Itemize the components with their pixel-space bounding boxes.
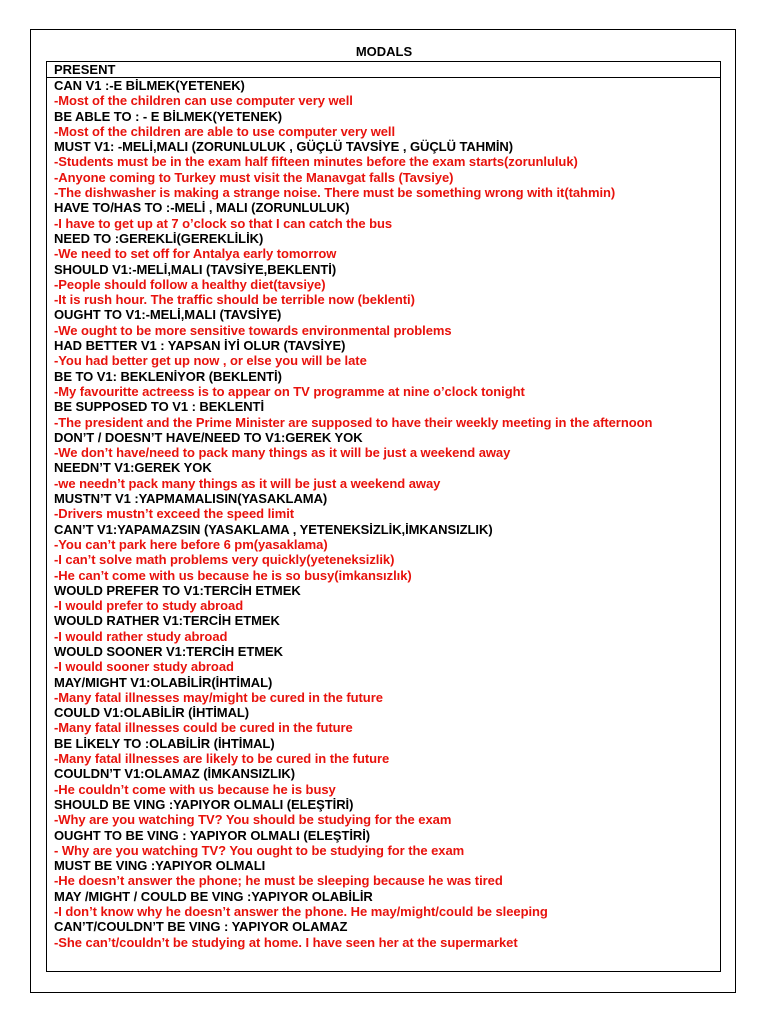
example-sentence-line: -Why are you watching TV? You should be studying for the exam xyxy=(54,812,452,828)
example-sentence-line: - Why are you watching TV? You ought to be studying for the exam xyxy=(54,842,465,858)
modal-rule-line: NEED TO :GEREKLİ(GEREKLİLİK) xyxy=(54,230,264,246)
example-sentence-line: -He can’t come with us because he is so busy(imkansızlık) xyxy=(54,567,412,583)
example-sentence-line: -She can’t/couldn’t be studying at home. I have seen her at the supermarket xyxy=(54,934,518,950)
example-sentence-line: -I can’t solve math problems very quickly(yeteneksizlik) xyxy=(54,552,395,568)
example-sentence-line: -Drivers mustn’t exceed the speed limit xyxy=(54,506,295,522)
modal-rule-line: COULDN’T V1:OLAMAZ (İMKANSIZLIK) xyxy=(54,766,296,782)
example-sentence-line: -Students must be in the exam half fifteen minutes before the exam starts(zorunluluk) xyxy=(54,154,578,170)
example-sentence-line: -Anyone coming to Turkey must visit the Manavgat falls (Tavsiye) xyxy=(54,169,454,185)
example-sentence-line: -People should follow a healthy diet(tavsiye) xyxy=(54,276,326,292)
example-sentence-line: -Many fatal illnesses could be cured in the future xyxy=(54,720,353,736)
example-sentence-line: -We ought to be more sensitive towards environmental problems xyxy=(54,322,452,338)
modal-rule-line: COULD V1:OLABİLİR (İHTİMAL) xyxy=(54,705,250,721)
modal-rule-line: HAD BETTER V1 : YAPSAN İYİ OLUR (TAVSİYE) xyxy=(54,338,346,354)
example-sentence-line: -Most of the children are able to use computer very well xyxy=(54,123,396,139)
document-title: MODALS xyxy=(355,44,413,59)
modal-rule-line: NEEDN’T V1:GEREK YOK xyxy=(54,460,212,476)
modal-rule-line: WOULD PREFER TO V1:TERCİH ETMEK xyxy=(54,582,301,598)
modal-rule-line: SHOULD BE VING :YAPIYOR OLMALI (ELEŞTİRİ) xyxy=(54,796,354,812)
modal-rule-line: MUST V1: -MELİ,MALI (ZORUNLULUK , GÜÇLÜ TAVSİYE , GÜÇLÜ TAHMİN) xyxy=(54,139,514,155)
content-box xyxy=(46,61,721,972)
example-sentence-line: -We need to set off for Antalya early tomorrow xyxy=(54,246,337,262)
modal-rule-line: MAY /MIGHT / COULD BE VING :YAPIYOR OLABİLİR xyxy=(54,888,373,904)
modal-rule-line: OUGHT TO V1:-MELİ,MALI (TAVSİYE) xyxy=(54,307,282,323)
modal-rule-line: BE ABLE TO : - E BİLMEK(YETENEK) xyxy=(54,108,283,124)
modal-rule-line: BE TO V1: BEKLENİYOR (BEKLENTİ) xyxy=(54,368,282,384)
example-sentence-line: -The dishwasher is making a strange noise. There must be something wrong with it(tahmin) xyxy=(54,185,616,201)
modal-rule-line: SHOULD V1:-MELİ,MALI (TAVSİYE,BEKLENTİ) xyxy=(54,261,337,277)
example-sentence-line: -You had better get up now , or else you will be late xyxy=(54,353,367,369)
modal-rule-line: CAN’T V1:YAPAMAZSIN (YASAKLAMA , YETENEKSİZLİK,İMKANSIZLIK) xyxy=(54,521,493,537)
example-sentence-line: -I don’t know why he doesn’t answer the phone. He may/might/could be sleeping xyxy=(54,904,548,920)
example-sentence-line: -It is rush hour. The traffic should be terrible now (beklenti) xyxy=(54,292,415,308)
example-sentence-line: -Many fatal illnesses may/might be cured in the future xyxy=(54,689,383,705)
modal-rule-line: DON’T / DOESN’T HAVE/NEED TO V1:GEREK YOK xyxy=(54,429,363,445)
example-sentence-line: -The president and the Prime Minister are supposed to have their weekly meeting in the afternoon xyxy=(54,414,653,430)
example-sentence-line: -I would rather study abroad xyxy=(54,628,228,644)
modal-rule-line: BE LİKELY TO :OLABİLİR (İHTİMAL) xyxy=(54,735,275,751)
modal-rule-line: HAVE TO/HAS TO :-MELİ , MALI (ZORUNLULUK) xyxy=(54,200,350,216)
modal-rule-line: MUST BE VING :YAPIYOR OLMALI xyxy=(54,858,266,874)
modal-rule-line: CAN’T/COULDN’T BE VING : YAPIYOR OLAMAZ xyxy=(54,919,348,935)
example-sentence-line: -we needn’t pack many things as it will be just a weekend away xyxy=(54,475,441,491)
modal-rule-line: OUGHT TO BE VING : YAPIYOR OLMALI (ELEŞTİRİ) xyxy=(54,827,371,843)
example-sentence-line: -Most of the children can use computer very well xyxy=(54,93,353,109)
modal-rule-line: WOULD SOONER V1:TERCİH ETMEK xyxy=(54,643,283,659)
example-sentence-line: -My favouritte actreess is to appear on TV programme at nine o’clock tonight xyxy=(54,383,525,399)
modal-rule-line: MAY/MIGHT V1:OLABİLİR(İHTİMAL) xyxy=(54,674,273,690)
example-sentence-line: -Many fatal illnesses are likely to be cured in the future xyxy=(54,751,390,767)
example-sentence-line: -We don’t have/need to pack many things as it will be just a weekend away xyxy=(54,445,511,461)
modal-rule-line: CAN V1 :-E BİLMEK(YETENEK) xyxy=(54,78,245,93)
modal-rule-line: WOULD RATHER V1:TERCİH ETMEK xyxy=(54,613,280,629)
example-sentence-line: -He couldn’t come with us because he is busy xyxy=(54,781,336,797)
modal-rule-line: MUSTN’T V1 :YAPMAMALISIN(YASAKLAMA) xyxy=(54,491,328,507)
modal-rule-line: BE SUPPOSED TO V1 : BEKLENTİ xyxy=(54,399,265,415)
example-sentence-line: -I would prefer to study abroad xyxy=(54,598,244,614)
example-sentence-line: -I have to get up at 7 o’clock so that I can catch the bus xyxy=(54,215,393,231)
modal-lines-list xyxy=(47,78,720,950)
example-sentence-line: -I would sooner study abroad xyxy=(54,659,234,675)
section-header: PRESENT xyxy=(47,62,720,78)
example-sentence-line: -You can’t park here before 6 pm(yasaklama) xyxy=(54,536,328,552)
example-sentence-line: -He doesn’t answer the phone; he must be sleeping because he was tired xyxy=(54,873,503,889)
